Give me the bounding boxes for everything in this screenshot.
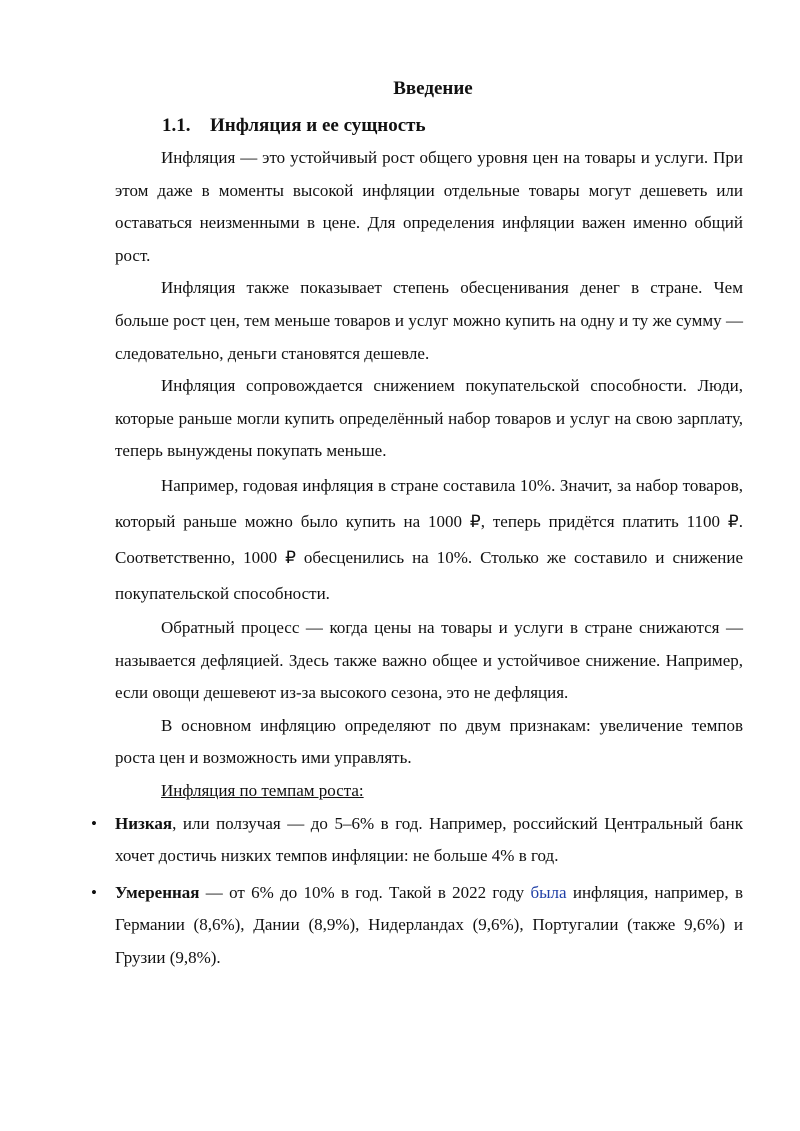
list-item-text: , или ползучая — до 5–6% в год. Например, российский Центральный банк хочет достичь низких темпов инфляции: не больше 4% в год. <box>115 813 743 866</box>
bullet-icon: • <box>91 813 97 833</box>
list-item-text-before: — от 6% до 10% в год. Такой в 2022 году <box>199 882 531 902</box>
paragraph-definition: Инфляция — это устойчивый рост общего уровня цен на товары и услуги. При этом даже в моменты высокой инфляции отдельные товары могут дешеветь или оставаться неизменными в цене. Для определения инфляции важен именно общий рост. <box>115 148 743 265</box>
list-heading-text: Инфляция по темпам роста: <box>161 780 364 800</box>
list-item-moderate <box>91 877 743 975</box>
paragraph-deflation: Обратный процесс — когда цены на товары и услуги в стране снижаются — называется дефляцией. Здесь также важно общее и устойчивое снижение. Например, если овощи дешевеют из-за высокого сезона, это не дефляция. <box>115 617 743 703</box>
page-title: Введение <box>393 78 473 99</box>
paragraph-devaluation: Инфляция также показывает степень обесценивания денег в стране. Чем больше рост цен, тем меньше товаров и услуг можно купить на одну и ту же сумму — следовательно, деньги становятся дешевле. <box>115 278 743 363</box>
list-item-text-after: инфляция, например, в Германии (8,6%), Дании (8,9%), Нидерландах (9,6%), Португалии (также 9,6%) и Грузии (9,8%). <box>115 882 743 967</box>
paragraph-criteria: В основном инфляцию определяют по двум признакам: увеличение темпов роста цен и возможность ими управлять. <box>115 715 743 768</box>
list-item-term: Низкая <box>115 813 173 833</box>
inflation-types-list <box>91 808 743 975</box>
section-number: 1.1. <box>162 115 191 136</box>
highlighted-word: была <box>530 882 567 902</box>
paragraph-purchasing-power: Инфляция сопровождается снижением покупательской способности. Люди, которые раньше могли купить определённый набор товаров и услуг на свою зарплату, теперь вынуждены покупать меньше. <box>115 376 743 461</box>
bullet-icon: • <box>91 882 97 902</box>
section-title: Инфляция и ее сущность <box>210 115 426 136</box>
section-heading <box>115 113 743 139</box>
document-body <box>91 76 743 978</box>
list-item-term: Умеренная <box>115 882 200 902</box>
list-heading <box>115 775 743 808</box>
paragraph-example: Например, годовая инфляция в стране составила 10%. Значит, за набор товаров, который раньше можно было купить на 1000 ₽, теперь придётся платить 1100 ₽. Соответственно, 1000 ₽ обесценились на 10%. Столько же составило и снижение покупательской способности. <box>115 475 743 603</box>
list-item-low <box>91 808 743 873</box>
